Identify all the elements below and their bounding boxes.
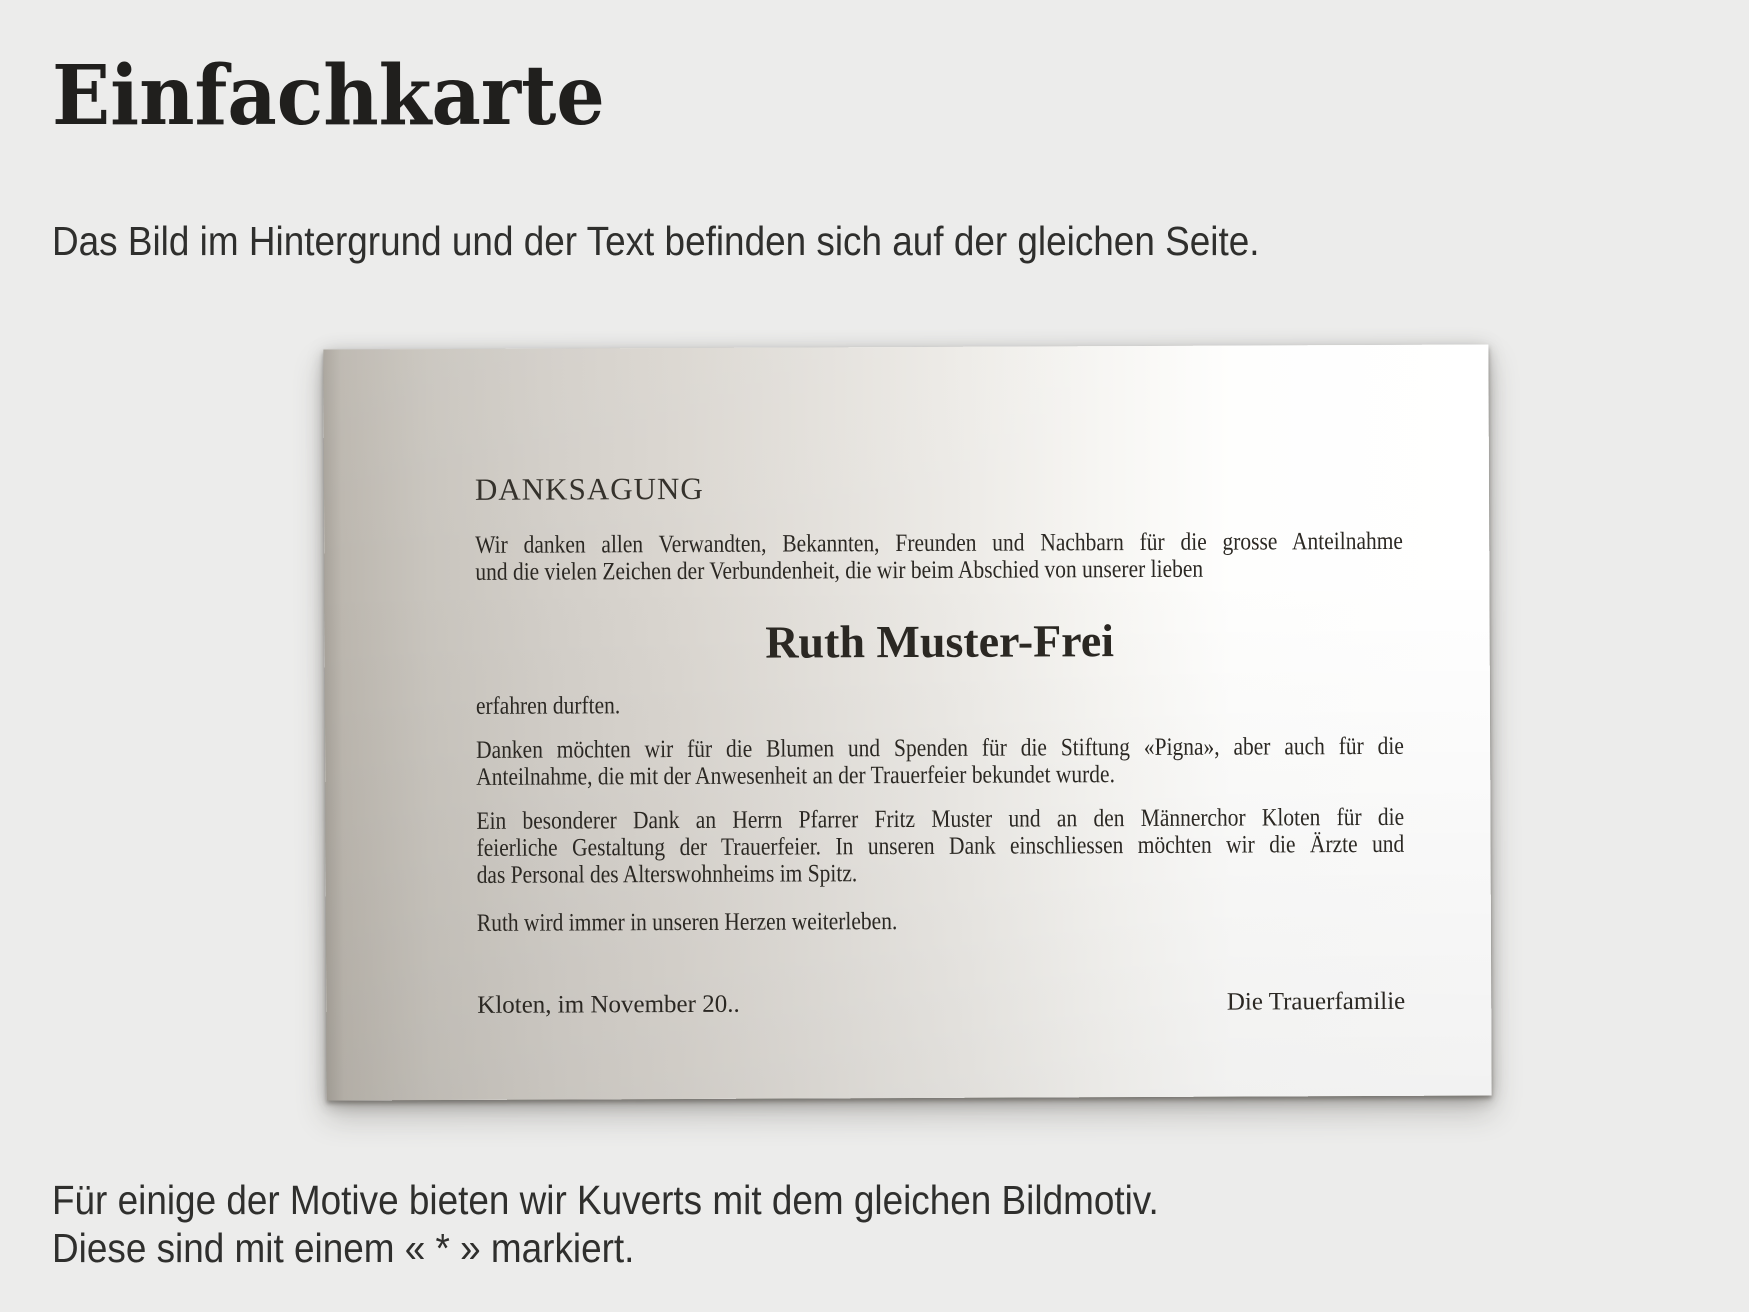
card-paragraph-intro [475, 528, 1403, 586]
card-heading: DANKSAGUNG [474, 470, 704, 507]
page-title: Einfachkarte [52, 48, 605, 144]
card-text-line: erfahren durften. [475, 692, 621, 720]
card-text-line: Ein besonderer Dank an Herrn Pfarrer Fritz Muster und an den Männerchor Kloten für die [476, 803, 1405, 835]
card-place-date: Kloten, im November 20.. [477, 990, 740, 1019]
card-footer [477, 988, 1405, 1019]
card-text-line: Wir danken allen Verwandten, Bekannten, Freunden und Nachbarn für die grosse Anteilnahme [475, 527, 1403, 559]
page-subtitle: Das Bild im Hintergrund und der Text befinden sich auf der gleichen Seite. [52, 218, 1260, 264]
card-text-line: Danken möchten wir für die Blumen und Spenden für die Stiftung «Pigna», aber auch für die [476, 732, 1404, 764]
card-paragraph-danken [476, 733, 1404, 791]
card-text-line: Ruth wird immer in unseren Herzen weiterleben. [476, 908, 898, 937]
card-text-line: Anteilnahme, die mit der Anwesenheit an der Trauerfeier bekundet wurde. [476, 761, 1115, 791]
card-paragraph-besonderer [476, 804, 1404, 889]
card-text-line: feierliche Gestaltung der Trauerfeier. In unseren Dank einschliessen möchten wir die Ärzte und [476, 830, 1405, 862]
card-paragraph-erfahren [476, 689, 1404, 720]
card-preview-image [323, 344, 1491, 1100]
card-paragraph-ruthwird [477, 906, 1405, 937]
footnote-line-2: Diese sind mit einem « * » markiert. [52, 1225, 635, 1271]
deceased-name: Ruth Muster-Frei [765, 615, 1115, 668]
card-signature: Die Trauerfamilie [1226, 987, 1406, 1016]
card-text-line: und die vielen Zeichen der Verbundenheit, die wir beim Abschied von unserer lieben [475, 555, 1204, 586]
footnote-line-1: Für einige der Motive bieten wir Kuverts mit dem gleichen Bildmotiv. [52, 1177, 1159, 1223]
card-text-line: das Personal des Alterswohnheims im Spitz. [476, 860, 858, 889]
page-footnote [52, 1176, 1159, 1272]
